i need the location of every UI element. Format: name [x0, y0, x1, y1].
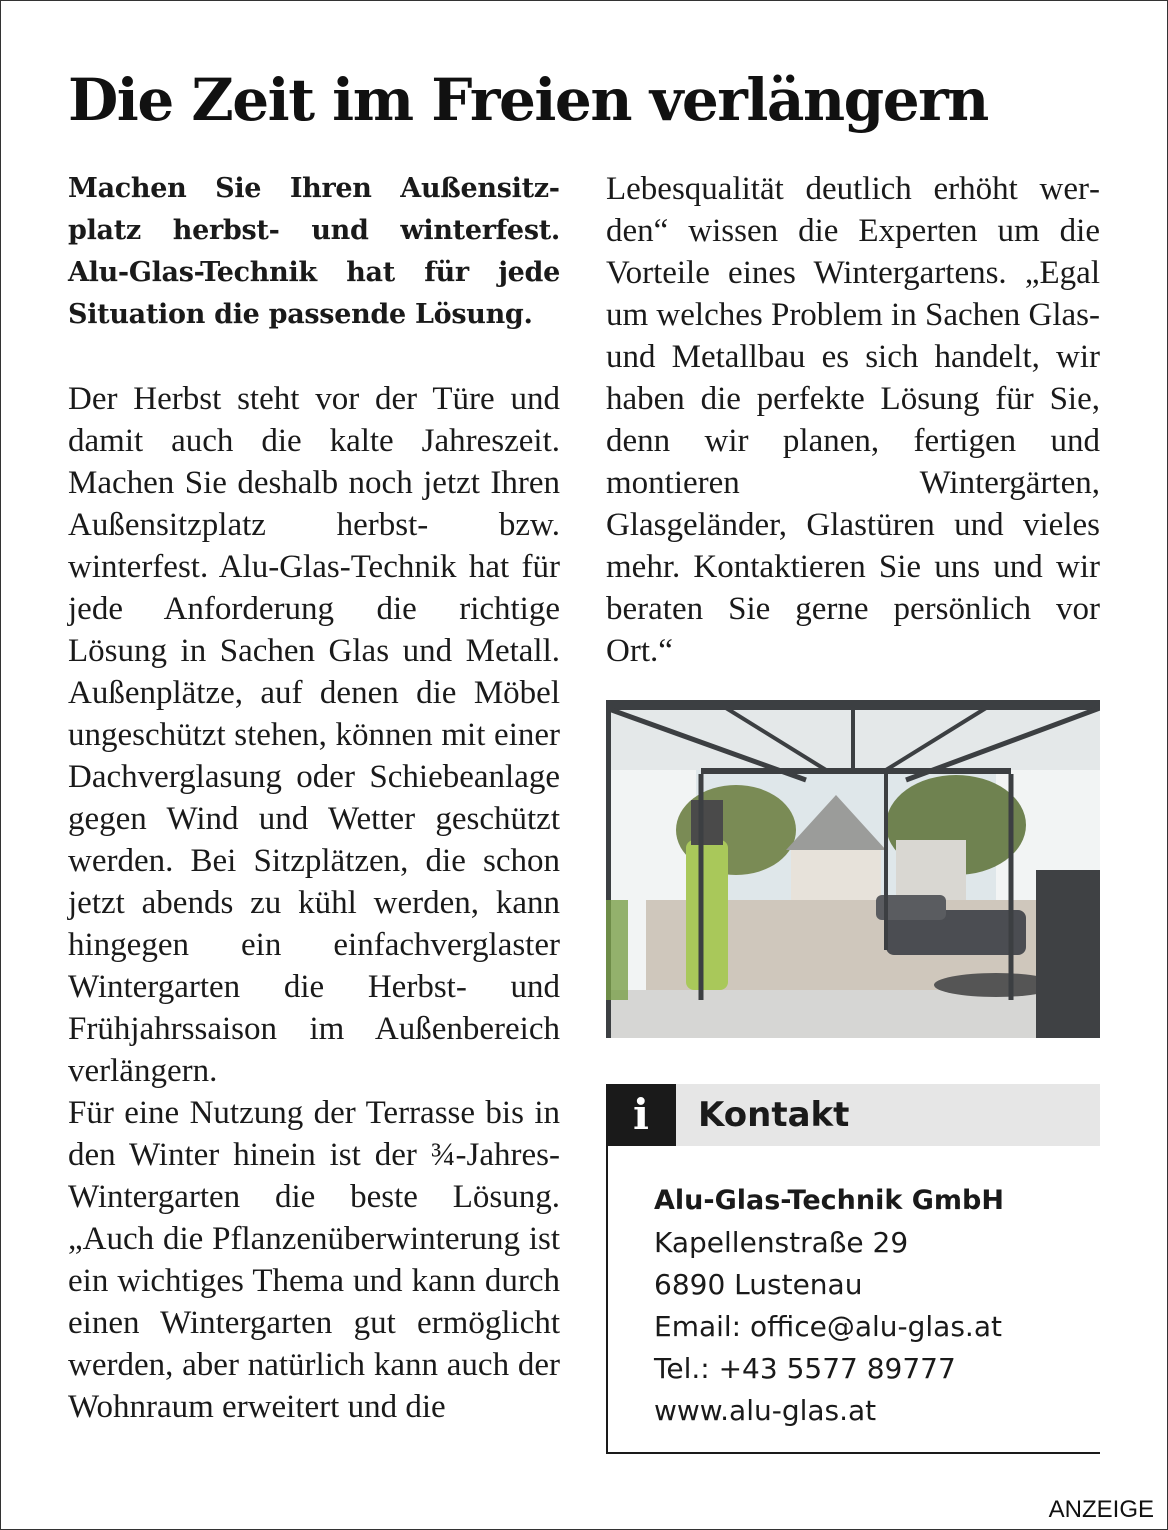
headline: Die Zeit im Freien verlängern — [68, 66, 988, 134]
contact-street: Kapellenstraße 29 — [654, 1226, 909, 1259]
info-icon: i — [606, 1084, 676, 1146]
body-paragraph-2-continued: Lebesqualität deutlich erhöht werden“ wissen die Experten um die Vorteile eines Wintergartens. „Egal um welches Problem in Sachen Glas- und Metallbau es sich handelt, wir haben die perfekte Lösung für Sie, denn wir planen, fertigen und montieren Wintergärten, Glasgeländer, Glastüren und vieles mehr. Kontaktieren Sie uns und wir beraten Sie gerne persönlich vor Ort.“ — [606, 171, 1100, 669]
contact-website[interactable]: www.alu-glas.at — [654, 1394, 877, 1427]
contact-title: Kontakt — [698, 1095, 850, 1135]
body-paragraph-2: Für eine Nutzung der Terrasse bis in den Winter hinein ist der ¾-Jahres-Wintergarten die beste Lösung. „Auch die Pflanzenüberwinterung ist ein wichtiges Thema und kann durch einen Wintergarten gut ermöglicht werden, aber natürlich kann auch der Wohnraum erweitert und die — [68, 1095, 560, 1425]
contact-box — [606, 1146, 1100, 1454]
article-column-right — [606, 168, 1100, 672]
contact-header — [606, 1084, 1100, 1146]
lead-paragraph: Machen Sie Ihren Außensitzplatz herbst- und winterfest. Alu-Glas-Technik hat für jede Situation die passende Lösung. — [68, 173, 560, 330]
contact-email[interactable]: Email: office@alu-glas.at — [654, 1310, 1002, 1343]
winter-garden-photo — [606, 700, 1100, 1038]
contact-company: Alu-Glas-Technik GmbH — [654, 1185, 1004, 1216]
article-column-left — [68, 168, 560, 1428]
contact-city: 6890 Lustenau — [654, 1268, 863, 1301]
body-paragraph-1: Der Herbst steht vor der Türe und damit auch die kalte Jahreszeit. Machen Sie deshalb noch jetzt Ihren Außensitzplatz herbst- bzw. winterfest. Alu-Glas-Technik hat für jede Anforderung die richtige Lösung in Sachen Glas und Metall. Außenplätze, auf denen die Möbel ungeschützt stehen, können mit einer Dachverglasung oder Schiebeanlage gegen Wind und Wetter geschützt werden. Bei Sitzplätzen, die schon jetzt abends zu kühl werden, kann hingegen ein einfachverglaster Wintergarten die Herbst- und Frühjahrssaison im Außenbereich verlängern. — [68, 381, 560, 1089]
contact-phone[interactable]: Tel.: +43 5577 89777 — [654, 1352, 956, 1385]
ad-label: ANZEIGE — [1048, 1496, 1154, 1523]
